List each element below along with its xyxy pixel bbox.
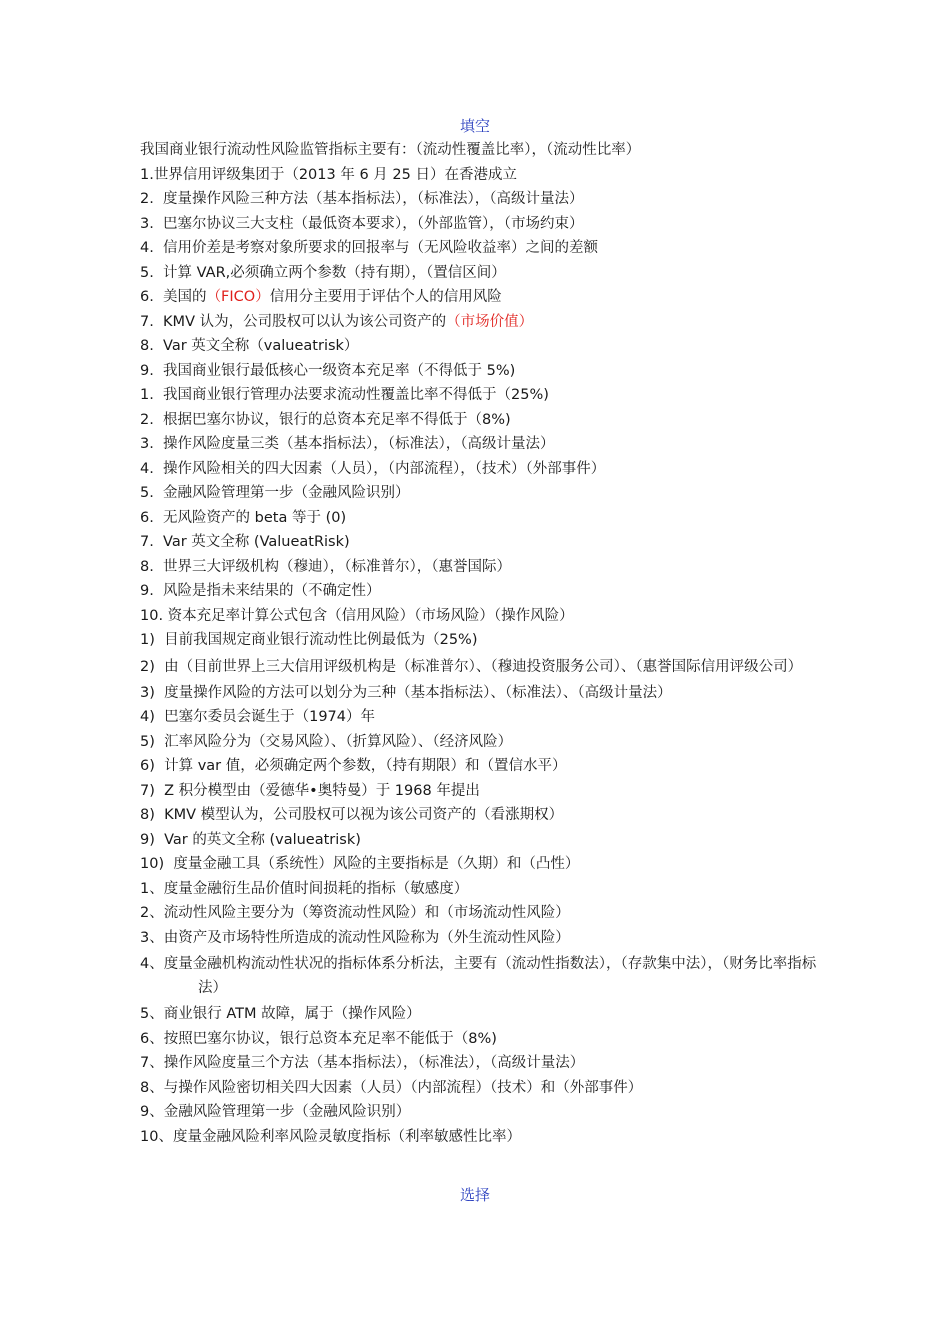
text-line: 5. 金融风险管理第一步（金融风险识别） <box>140 485 410 501</box>
text-fragment: 信用分主要用于评估个人的信用风险 <box>269 289 502 305</box>
section-heading-fill-in: 填空 <box>459 117 490 135</box>
text-line: 7. Var 英文全称 (ValueatRisk) <box>140 534 350 550</box>
text-line: 我国商业银行流动性风险监管指标主要有：（流动性覆盖比率），（流动性比率） <box>140 142 641 158</box>
text-line: 4. 操作风险相关的四大因素（人员），（内部流程），（技术）（外部事件） <box>140 460 606 477</box>
text-line: 7、操作风险度量三个方法（基本指标法），（标准法），（高级计量法） <box>140 1055 585 1071</box>
text-line: 3、由资产及市场特性所造成的流动性风险称为（外生流动性风险） <box>140 929 570 946</box>
text-line: 3. 巴塞尔协议三大支柱（最低资本要求），（外部监管），（市场约束） <box>140 215 584 232</box>
text-line: 9、金融风险管理第一步（金融风险识别） <box>140 1104 411 1120</box>
text-line: 4、度量金融机构流动性状况的指标体系分析法，主要有（流动性指数法），（存款集中法），（财务比率指标法） <box>140 956 817 996</box>
text-line: 7) Z 积分模型由（爱德华•奥特曼）于 1968 年提出 <box>140 782 480 799</box>
section-heading-choice: 选择 <box>459 1186 490 1204</box>
text-line: 4. 信用价差是考察对象所要求的回报率与（无风险收益率）之间的差额 <box>140 240 599 256</box>
text-line: 10) 度量金融工具（系统性）风险的主要指标是（久期）和（凸性） <box>140 856 580 872</box>
text-line: 9) Var 的英文全称 (valueatrisk) <box>140 831 361 848</box>
text-line: 10、度量金融风险利率风险灵敏度指标（利率敏感性比率） <box>140 1128 521 1145</box>
text-line: 2) 由（目前世界上三大信用评级机构是（标准普尔）、（穆迪投资服务公司）、（惠誉国际信用评级公司） <box>140 658 803 675</box>
text-line: 1.世界信用评级集团于（2013 年 6 月 25 日）在香港成立 <box>140 166 517 183</box>
text-line: 9. 我国商业银行最低核心一级资本充足率（不得低于 5%) <box>140 362 516 379</box>
text-line: 1. 我国商业银行管理办法要求流动性覆盖比率不得低于（25%) <box>140 387 549 403</box>
text-line: 8、与操作风险密切相关四大因素（人员）（内部流程）（技术）和（外部事件） <box>140 1079 643 1096</box>
text-line: 2. 根据巴塞尔协议，银行的总资本充足率不得低于（8%) <box>140 411 511 428</box>
text-line: 8. Var 英文全称（valueatrisk） <box>140 338 359 354</box>
text-line: 4) 巴塞尔委员会诞生于（1974）年 <box>140 709 376 725</box>
text-line: 3. 操作风险度量三类（基本指标法），（标准法），（高级计量法） <box>140 436 555 452</box>
text-fragment: 7. KMV 认为，公司股权可以认为该公司资产的 <box>140 313 447 330</box>
text-line: 8) KMV 模型认为，公司股权可以视为该公司资产的（看涨期权） <box>140 807 564 823</box>
text-line: 1、度量金融衍生品价值时间损耗的指标（敏感度） <box>140 880 469 897</box>
text-line: 3) 度量操作风险的方法可以划分为三种（基本指标法）、（标准法）、（高级计量法） <box>140 684 672 701</box>
highlight-market-value: （市场价值） <box>446 313 534 330</box>
text-line: 8. 世界三大评级机构（穆迪），（标准普尔），（惠誉国际） <box>140 558 512 575</box>
text-line: 1) 目前我国规定商业银行流动性比例最低为（25%) <box>140 632 478 648</box>
text-line-kmv <box>140 310 820 335</box>
text-line: 10. 资本充足率计算公式包含（信用风险）（市场风险）（操作风险） <box>140 607 574 624</box>
text-line: 5) 汇率风险分为（交易风险）、（折算风险）、（经济风险） <box>140 733 513 750</box>
text-line: 2. 度量操作风险三种方法（基本指标法），（标准法），（高级计量法） <box>140 191 584 207</box>
text-line: 6、按照巴塞尔协议，银行总资本充足率不能低于（8%) <box>140 1030 497 1047</box>
text-line: 6. 无风险资产的 beta 等于 (0) <box>140 509 347 526</box>
text-fragment: 6. 美国的 <box>140 289 207 305</box>
document-body <box>140 138 820 1149</box>
highlight-fico: （FICO） <box>206 289 270 305</box>
text-line: 5、商业银行 ATM 故障，属于（操作风险） <box>140 1006 421 1022</box>
text-line-fico <box>140 285 820 310</box>
text-line: 5. 计算 VAR,必须确立两个参数（持有期），（置信区间） <box>140 264 506 281</box>
text-line: 9. 风险是指未来结果的（不确定性） <box>140 583 381 599</box>
text-line: 2、流动性风险主要分为（筹资流动性风险）和（市场流动性风险） <box>140 905 570 921</box>
text-line: 6) 计算 var 值，必须确定两个参数，（持有期限）和（置信水平） <box>140 758 567 774</box>
